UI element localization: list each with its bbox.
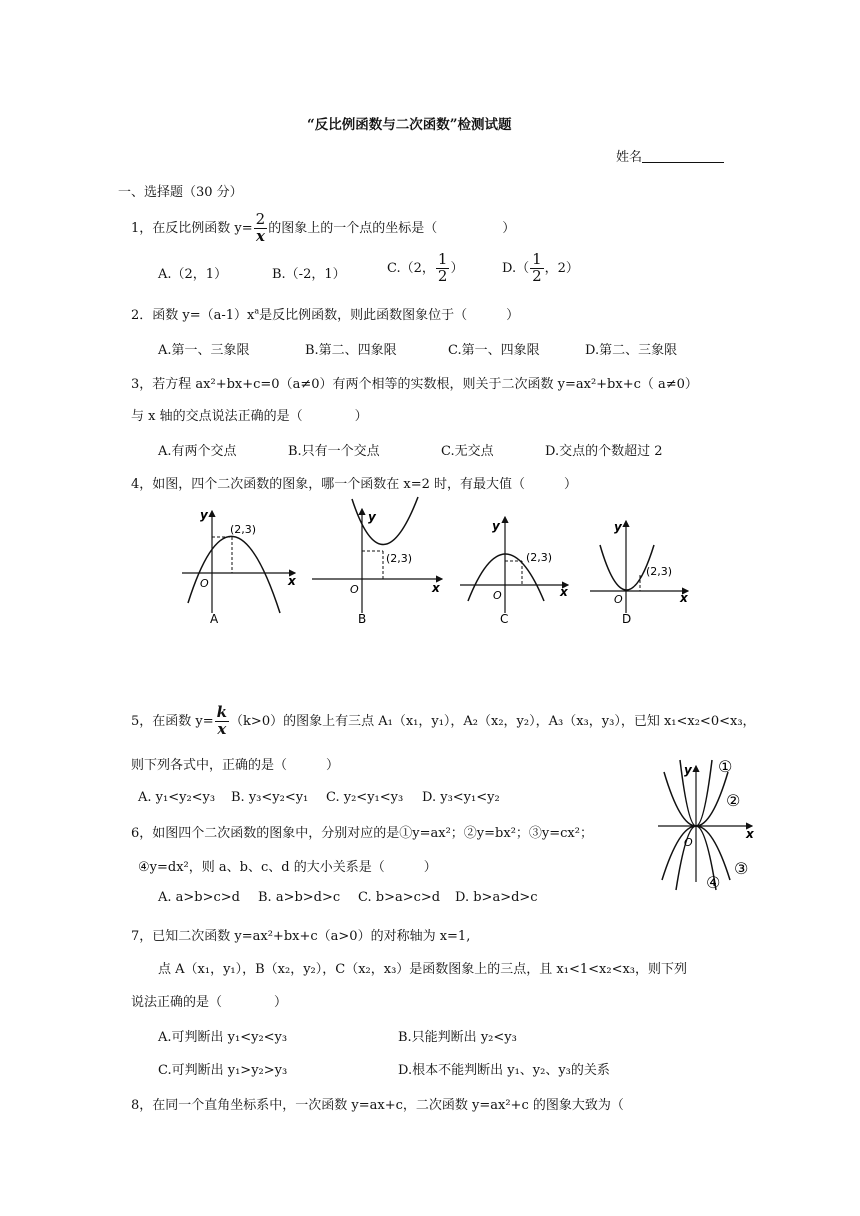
name-label: 姓名 <box>616 150 643 165</box>
q1-c-prefix: C.（2， <box>387 260 435 276</box>
q6-label-4: ④ <box>706 873 721 892</box>
q6-label-2: ② <box>726 791 741 810</box>
question-5 <box>131 705 756 738</box>
q1-d-denominator: 2 <box>532 266 542 285</box>
q4a-origin: O <box>200 577 209 590</box>
q1-d-prefix: D.（ <box>502 260 530 276</box>
q5-prefix: 5，在函数 y= <box>131 713 214 729</box>
q2-prefix: 2．函数 y=（a-1）x <box>131 308 255 323</box>
q1-d-suffix: ，2） <box>544 260 579 276</box>
question-2 <box>131 304 519 323</box>
q6-y-label: y <box>684 763 692 777</box>
q4d-y-label: y <box>614 520 622 534</box>
q7-option-d: D.根本不能判断出 y₁、y₂、y₃的关系 <box>398 1063 610 1078</box>
q4a-panel-label: A <box>210 612 219 626</box>
q1-option-c <box>387 252 463 285</box>
q4b-origin: O <box>350 583 359 596</box>
question-7-line-2: 点 A（x₁，y₁），B（x₂，y₂），C（x₂，x₃）是函数图象上的三点，且 x₁<1<x₂<x₃，则下列 <box>158 962 688 977</box>
q1-prefix: 1，在反比例函数 y= <box>131 220 253 236</box>
q4c-origin: O <box>493 589 502 602</box>
q2-suffix: 是反比例函数，则此函数图象位于（ ） <box>259 308 520 323</box>
q1-option-d <box>502 252 579 285</box>
q4d-point-label: (2,3) <box>646 565 673 578</box>
q1-c-denominator: 2 <box>437 266 448 285</box>
q6-origin: O <box>684 836 693 849</box>
q1-c-fraction <box>436 252 450 285</box>
q6-x-label: x <box>746 827 754 841</box>
q1-d-numerator: 1 <box>532 250 542 268</box>
q5-fraction <box>215 705 229 738</box>
q6-label-1: ① <box>718 757 733 776</box>
q4b-x-label: x <box>432 581 440 595</box>
q2-option-c: C.第一、四象限 <box>448 343 540 358</box>
question-6-line-2: ④y=dx²，则 a、b、c、d 的大小关系是（ ） <box>138 860 437 875</box>
question-5-line-2: 则下列各式中，正确的是（ ） <box>131 758 340 773</box>
question-3-line-2: 与 x 轴的交点说法正确的是（ ） <box>131 409 368 424</box>
q6-option-c: C. b>a>c>d <box>358 890 441 905</box>
q4d-origin: O <box>614 593 623 606</box>
q7-option-b: B.只能判断出 y₂<y₃ <box>398 1030 517 1045</box>
q6-option-d: D. b>a>d>c <box>455 890 538 905</box>
q2-option-d: D.第二、三象限 <box>585 343 678 358</box>
q1-c-numerator: 1 <box>437 250 448 268</box>
q4a-point-label: (2,3) <box>230 523 257 536</box>
question-6-line-1: 6，如图四个二次函数的图象中，分别对应的是①y=ax²；②y=bx²；③y=cx²； <box>131 826 593 841</box>
q4-graph-d <box>590 520 689 626</box>
q5-numerator: k <box>216 703 228 721</box>
q5-suffix: （k>0）的图象上有三点 A₁（x₁，y₁），A₂（x₂，y₂），A₃（x₃，y₃），已知 x₁<x₂<0<x₃， <box>230 713 756 729</box>
q2-exponent: a <box>254 306 260 316</box>
q1-fraction <box>254 212 268 245</box>
q4b-point-label: (2,3) <box>386 552 413 565</box>
q4d-panel-label: D <box>622 612 632 626</box>
q4c-point-label: (2,3) <box>526 551 553 564</box>
question-7-line-3: 说法正确的是（ ） <box>131 995 288 1010</box>
q5-option-c: C. y₂<y₁<y₃ <box>326 790 404 805</box>
q6-figure <box>652 752 766 892</box>
q4a-x-label: x <box>288 574 296 588</box>
q2-option-b: B.第二、四象限 <box>305 343 397 358</box>
q3-option-c: C.无交点 <box>441 444 494 459</box>
q1-c-suffix: ） <box>450 260 464 276</box>
q3-option-d: D.交点的个数超过 2 <box>545 444 663 459</box>
q4-figure <box>170 495 710 635</box>
section-heading: 一、选择题（30 分） <box>118 185 243 200</box>
question-1 <box>131 212 515 245</box>
q1-suffix: 的图象上的一个点的坐标是（ ） <box>268 220 516 236</box>
q4a-y-label: y <box>200 508 208 522</box>
q5-option-b: B. y₃<y₂<y₁ <box>231 790 309 805</box>
q4c-y-label: y <box>492 519 500 533</box>
name-field <box>616 146 724 165</box>
q2-option-a: A.第一、三象限 <box>158 343 250 358</box>
q7-option-a: A.可判断出 y₁<y₂<y₃ <box>158 1030 288 1045</box>
q6-label-3: ③ <box>734 859 749 878</box>
q1-denominator: x <box>255 226 265 245</box>
q5-option-d: D. y₃<y₁<y₂ <box>422 790 500 805</box>
q4-graph-a <box>182 508 297 626</box>
q5-option-a: A. y₁<y₂<y₃ <box>138 790 216 805</box>
q7-option-c: C.可判断出 y₁>y₂>y₃ <box>158 1063 288 1078</box>
q5-denominator: x <box>217 719 227 738</box>
q3-option-a: A.有两个交点 <box>158 444 237 459</box>
q4d-x-label: x <box>680 591 688 605</box>
question-7-line-1: 7，已知二次函数 y=ax²+bx+c（a>0）的对称轴为 x=1, <box>131 929 471 944</box>
question-3-line-1: 3，若方程 ax²+bx+c=0（a≠0）有两个相等的实数根，则关于二次函数 y=ax²+bx+c（ a≠0） <box>131 377 698 392</box>
q4c-panel-label: C <box>500 612 509 626</box>
q4b-y-label: y <box>368 510 376 524</box>
q4b-panel-label: B <box>358 612 367 626</box>
question-8: 8，在同一个直角坐标系中，一次函数 y=ax+c，二次函数 y=ax²+c 的图象大致为（ <box>131 1098 624 1113</box>
q4c-x-label: x <box>560 585 568 599</box>
q6-option-a: A. a>b>c>d <box>158 890 241 905</box>
q1-option-b: B.（-2，1） <box>272 267 346 282</box>
name-underline <box>642 162 724 163</box>
q1-d-fraction <box>530 252 544 285</box>
page-title: “反比例函数与二次函数”检测试题 <box>307 117 512 133</box>
q1-numerator: 2 <box>255 210 266 228</box>
q3-option-b: B.只有一个交点 <box>288 444 380 459</box>
q4-graph-c <box>460 517 569 626</box>
question-4: 4，如图，四个二次函数的图象，哪一个函数在 x=2 时，有最大值（ ） <box>131 477 578 492</box>
q4-graph-b <box>312 497 442 626</box>
q6-option-b: B. a>b>d>c <box>258 890 341 905</box>
q1-option-a: A.（2，1） <box>158 267 228 282</box>
